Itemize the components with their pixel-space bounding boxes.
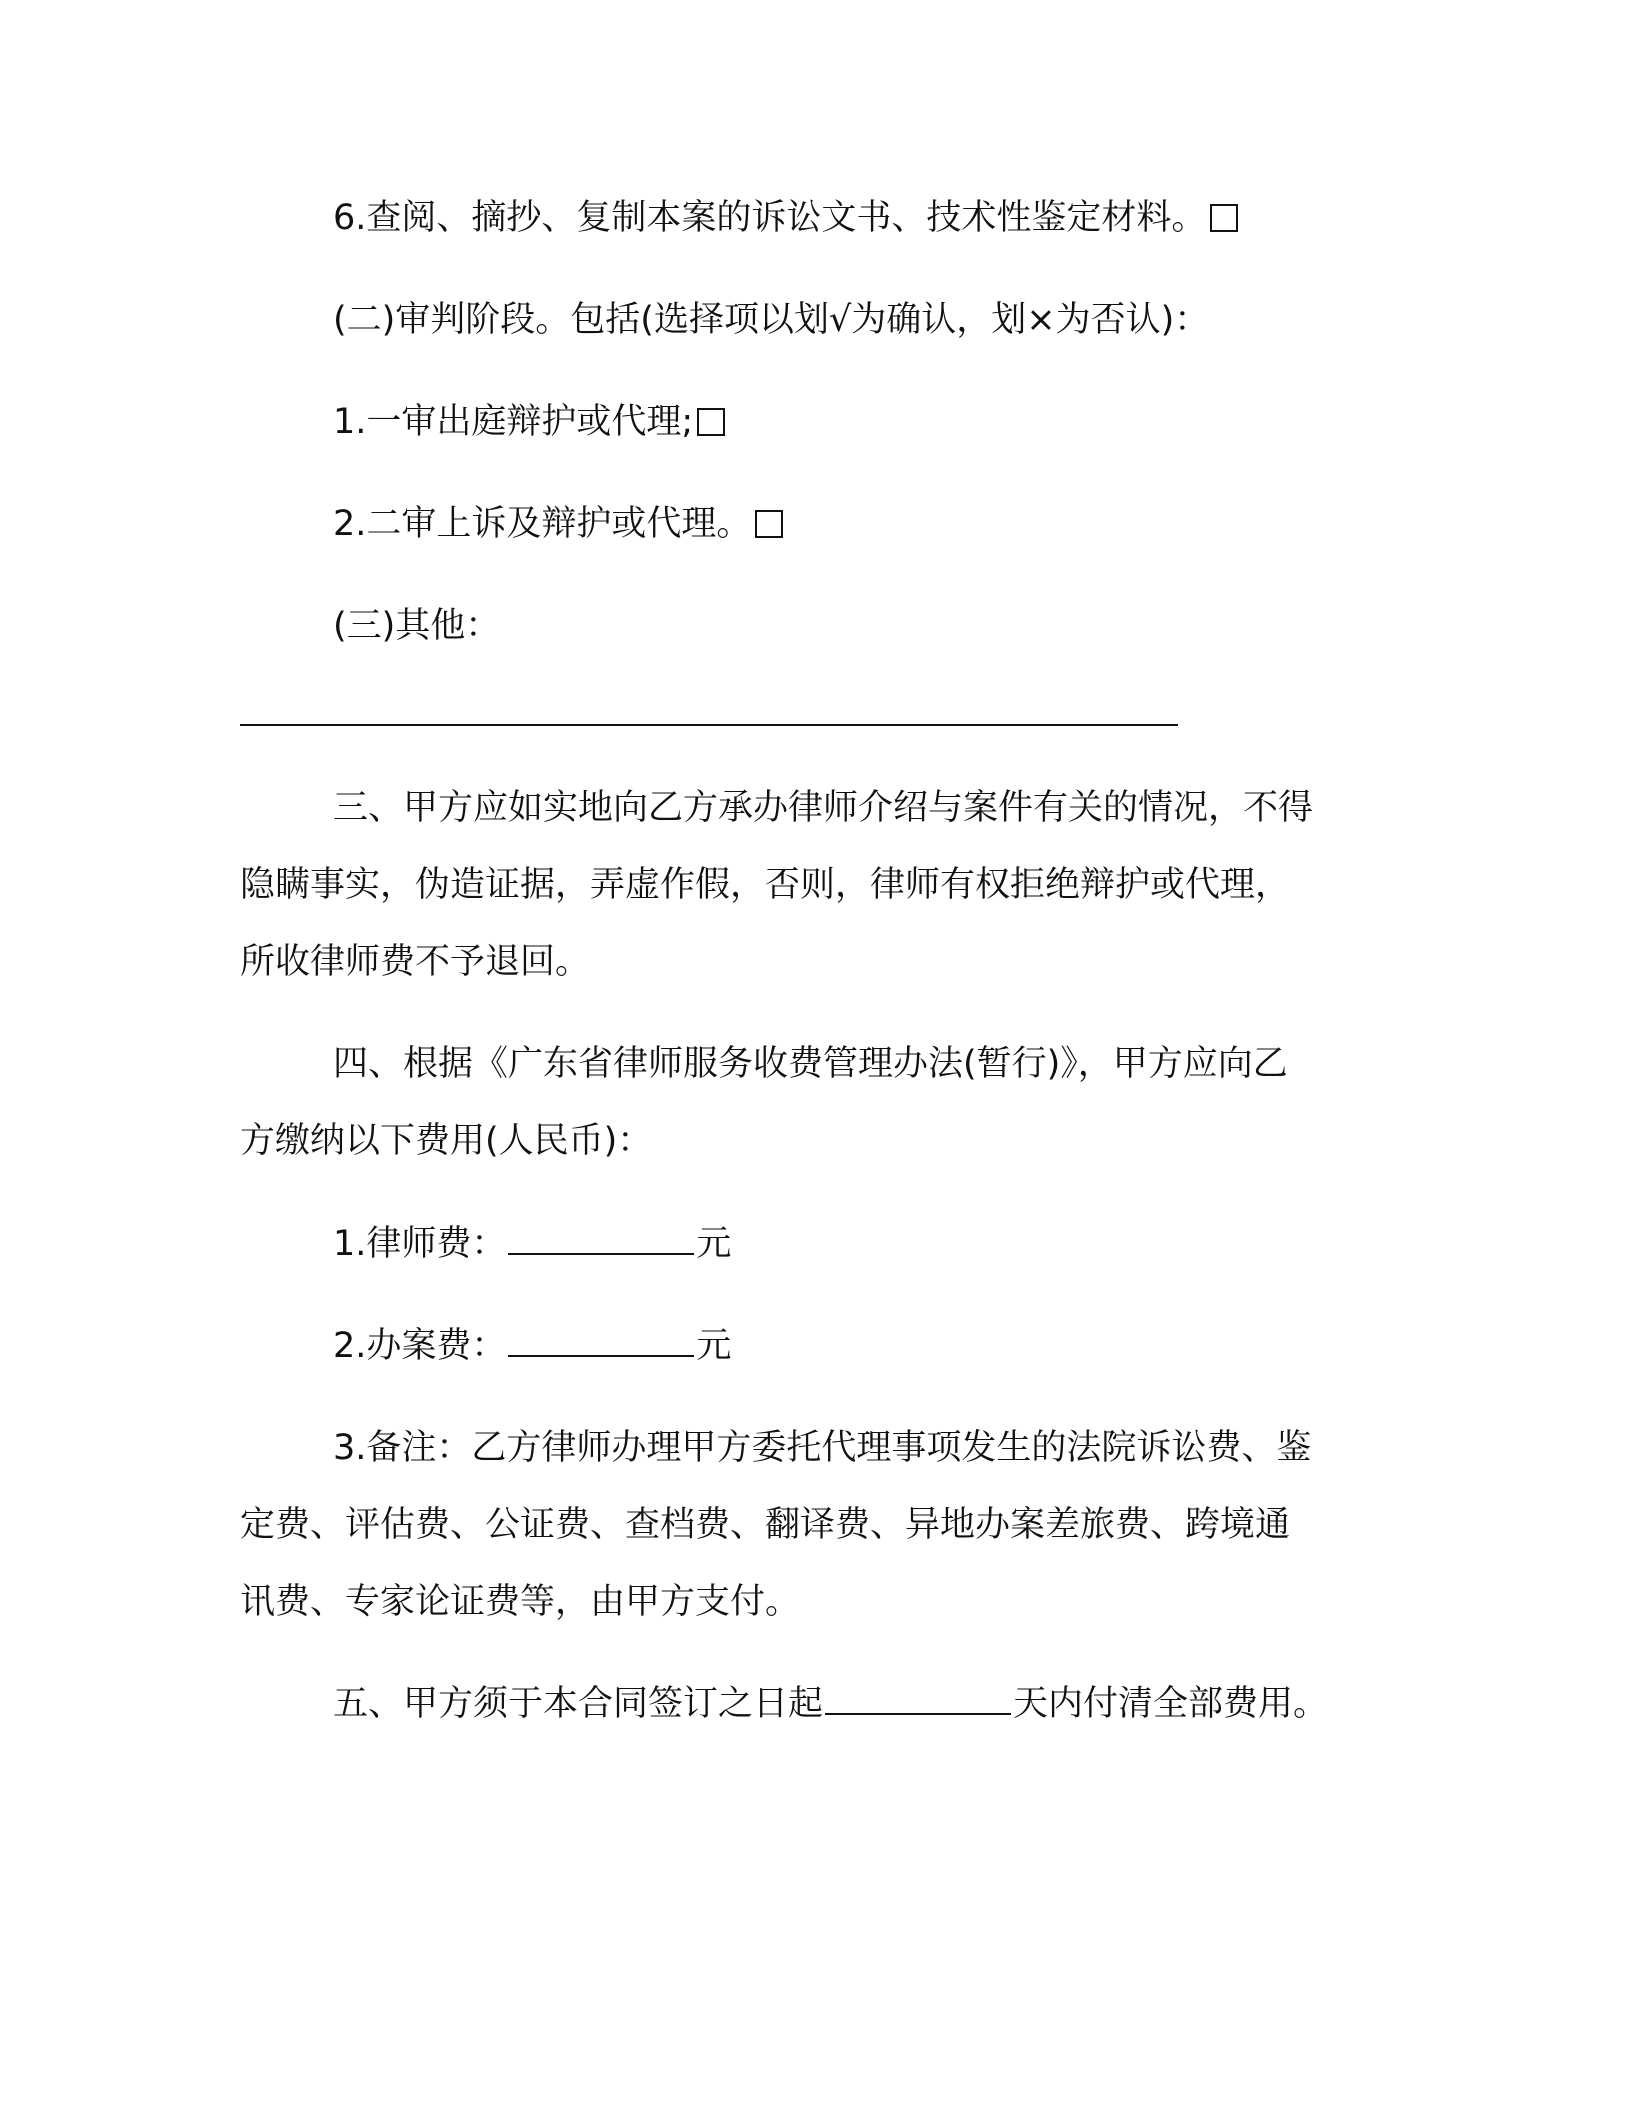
trial-2-text: 2.二审上诉及辩护或代理。: [333, 504, 752, 544]
other-text: (三)其他：: [333, 606, 501, 646]
fee-case-unit: 元: [696, 1326, 732, 1366]
clause-3-line-1: [333, 784, 1313, 832]
clause-4-line-2: [240, 1117, 652, 1165]
other-fill-line[interactable]: [240, 724, 1178, 726]
clause-5-days-blank[interactable]: [825, 1683, 1011, 1715]
item-6-checkbox[interactable]: [1210, 204, 1238, 232]
note-line-2: [240, 1501, 1290, 1549]
trial-1-text: 1.一审出庭辩护或代理;: [333, 402, 694, 442]
note-text-3: 讯费、专家论证费等，由甲方支付。: [240, 1582, 801, 1622]
other-heading: [333, 602, 500, 650]
trial-1-checkbox[interactable]: [697, 408, 725, 436]
clause-3-line-3: [240, 938, 590, 986]
item-6-text: 6.查阅、摘抄、复制本案的诉讼文书、技术性鉴定材料。: [333, 198, 1207, 238]
fee-case-blank[interactable]: [508, 1325, 694, 1357]
note-text-2: 定费、评估费、公证费、查档费、翻译费、异地办案差旅费、跨境通: [240, 1505, 1291, 1545]
trial-1-line: [333, 398, 725, 446]
clause-3-line-2: [240, 861, 1290, 909]
clause-4-line-1: [333, 1040, 1288, 1088]
clause-3-text-1: 三、甲方应如实地向乙方承办律师介绍与案件有关的情况，不得: [333, 788, 1314, 828]
clause-3-text-2: 隐瞒事实，伪造证据，弄虚作假，否则，律师有权拒绝辩护或代理，: [240, 865, 1291, 905]
trial-stage-text: (二)审判阶段。包括(选择项以划√为确认，划×为否认)：: [333, 300, 1210, 340]
fee-lawyer-unit: 元: [696, 1224, 732, 1264]
fee-case-label: 2.办案费：: [333, 1326, 507, 1366]
trial-2-checkbox[interactable]: [755, 510, 783, 538]
trial-stage-heading: [333, 296, 1209, 344]
note-line-3: [240, 1578, 800, 1626]
trial-2-line: [333, 500, 783, 548]
clause-4-text-2: 方缴纳以下费用(人民币)：: [240, 1121, 653, 1161]
clause-5-line: [333, 1680, 1328, 1728]
fee-lawyer-label: 1.律师费：: [333, 1224, 507, 1264]
clause-3-text-3: 所收律师费不予退回。: [240, 942, 591, 982]
fee-lawyer-line: [333, 1220, 731, 1268]
note-text-1: 3.备注：乙方律师办理甲方委托代理事项发生的法院诉讼费、鉴: [333, 1428, 1312, 1468]
fee-lawyer-blank[interactable]: [508, 1223, 694, 1255]
item-6-line: [333, 194, 1238, 242]
clause-5-text-after: 天内付清全部费用。: [1013, 1684, 1329, 1724]
clause-4-text-1: 四、根据《广东省律师服务收费管理办法(暂行)》，甲方应向乙: [333, 1044, 1288, 1084]
fee-case-line: [333, 1322, 731, 1370]
note-line-1: [333, 1424, 1311, 1472]
clause-5-text-before: 五、甲方须于本合同签订之日起: [333, 1684, 824, 1724]
